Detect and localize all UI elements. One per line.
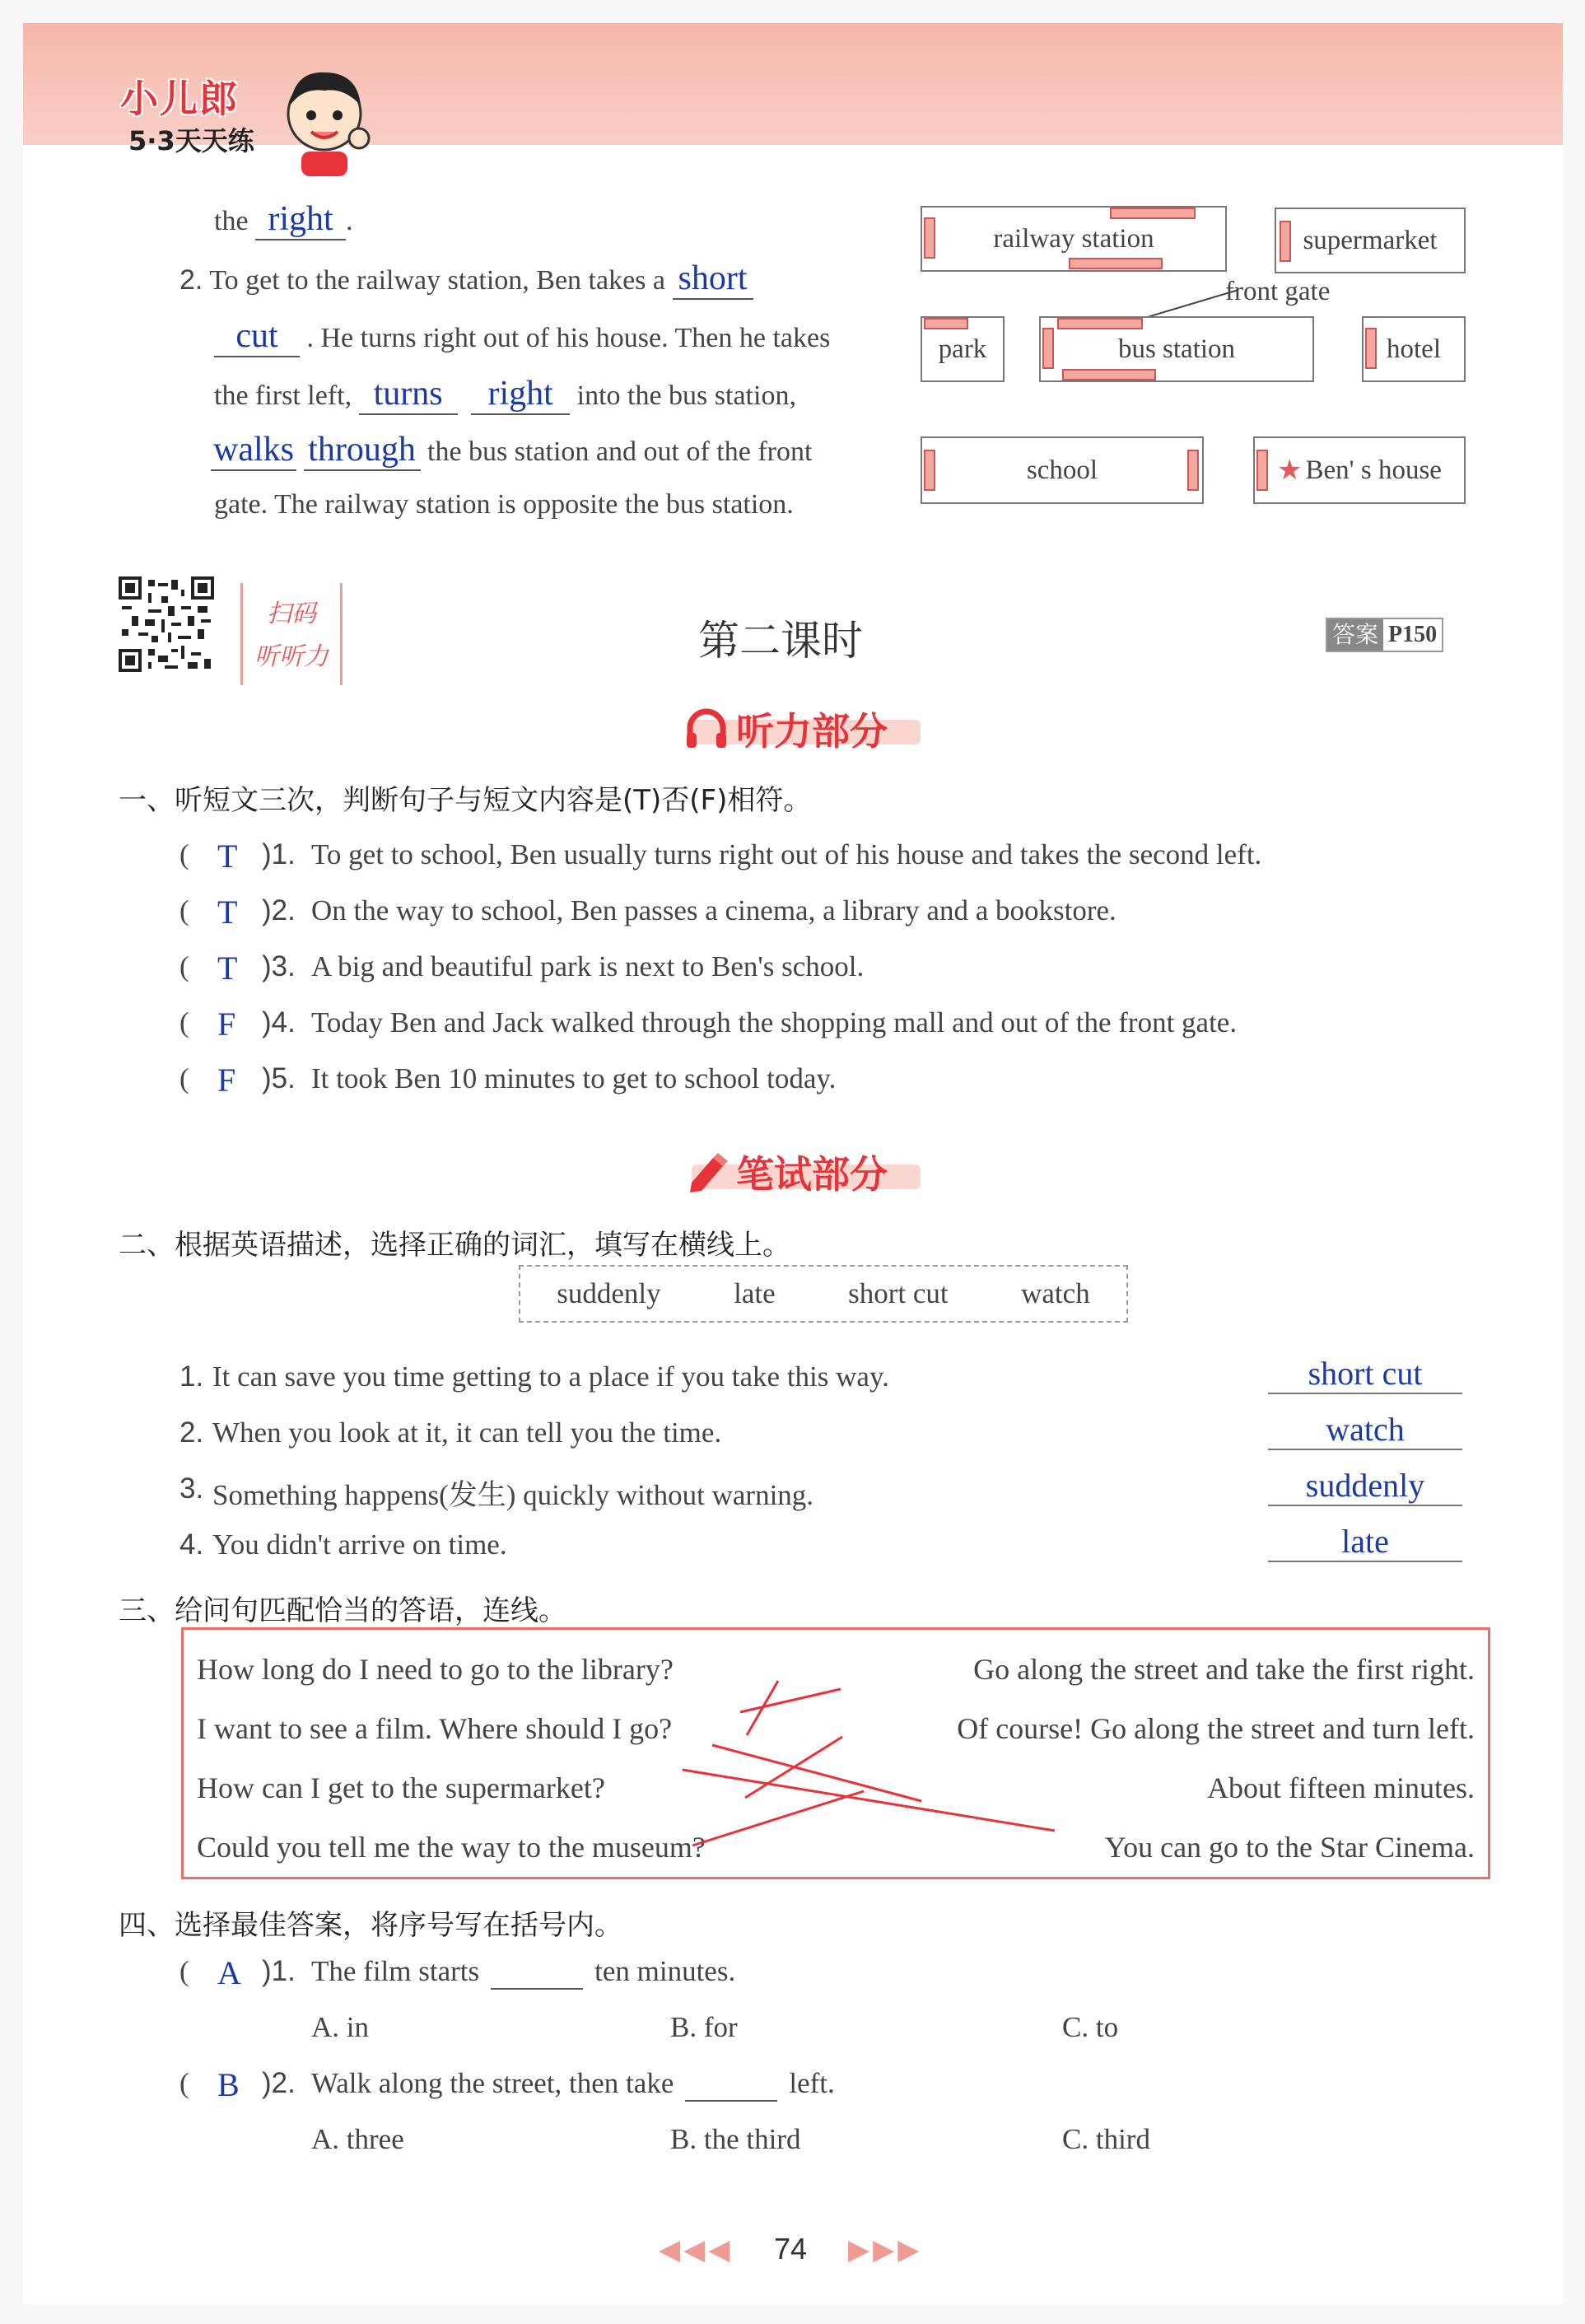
option: B. the third bbox=[670, 2123, 801, 2155]
matching-answer: You can go to the Star Cinema. bbox=[1104, 1831, 1475, 1864]
q2-line-5 bbox=[214, 489, 794, 520]
listening-statement: Today Ben and Jack walked through the shopping mall and out of the front gate. bbox=[311, 1006, 1238, 1038]
item-number: )3. bbox=[262, 950, 296, 982]
answer-tag-label: 答案 bbox=[1327, 619, 1383, 651]
listening-statement: It took Ben 10 minutes to get to school today. bbox=[311, 1062, 837, 1094]
bracket-open: ( bbox=[179, 1062, 189, 1094]
question-part: Walk along the street, then take bbox=[311, 2067, 674, 2099]
qr-code-icon bbox=[119, 576, 214, 672]
bracket-open: ( bbox=[179, 2067, 189, 2099]
section-1-header: 一、听短文三次，判断句子与短文内容是(T)否(F)相符。 bbox=[119, 784, 812, 817]
matching-question: Could you tell me the way to the museum? bbox=[197, 1831, 706, 1864]
question-text bbox=[311, 2067, 835, 2102]
line0-prefix: the bbox=[214, 206, 249, 236]
answer-blank bbox=[685, 2067, 777, 2102]
item-number: 1. bbox=[179, 1360, 204, 1393]
item-number: 2. bbox=[179, 1416, 204, 1449]
scan-label-box bbox=[240, 583, 343, 685]
item-number: )1. bbox=[262, 838, 296, 870]
word-bank-item: short cut bbox=[848, 1277, 949, 1309]
mascot-icon bbox=[278, 63, 371, 178]
item-number: 3. bbox=[179, 1472, 204, 1505]
q2-text-6: gate. The railway station is opposite the bus station. bbox=[214, 489, 794, 520]
map-gate-mark bbox=[924, 217, 935, 259]
answer-tag bbox=[1326, 618, 1443, 652]
question-part: ten minutes. bbox=[594, 1955, 736, 1987]
listening-statement: On the way to school, Ben passes a cinema, a library and a bookstore. bbox=[311, 894, 1116, 926]
star-icon: ★ bbox=[1277, 455, 1303, 486]
writing-banner: 笔试部分 bbox=[736, 1152, 888, 1197]
map-gate-mark bbox=[1280, 221, 1291, 262]
map-park-label: park bbox=[938, 334, 987, 364]
fill-answer: watch bbox=[1268, 1410, 1462, 1450]
map-railway-label: railway station bbox=[993, 223, 1154, 254]
fill-answer: suddenly bbox=[1268, 1466, 1462, 1506]
answer-right: right bbox=[255, 199, 346, 240]
map-bens-house-label: Ben' s house bbox=[1305, 455, 1442, 485]
scan-label: 扫码 bbox=[267, 600, 316, 628]
tf-answer: F bbox=[217, 1006, 236, 1043]
bracket-open: ( bbox=[179, 838, 189, 870]
item-number: )4. bbox=[262, 1006, 296, 1038]
bracket-open: ( bbox=[179, 1006, 189, 1038]
item-number: )1. bbox=[262, 1955, 296, 1987]
pencil-icon bbox=[683, 1146, 733, 1196]
option: A. in bbox=[311, 2011, 369, 2043]
bracket-open: ( bbox=[179, 894, 189, 926]
section-2-header: 二、根据英语描述，选择正确的词汇，填写在横线上。 bbox=[119, 1229, 790, 1262]
map-gate-mark bbox=[1069, 258, 1163, 269]
answer-blank bbox=[491, 1955, 583, 1990]
option: C. third bbox=[1062, 2123, 1150, 2155]
map-gate-mark bbox=[1187, 450, 1199, 491]
q2-line-1 bbox=[179, 259, 753, 300]
map-gate-mark bbox=[1110, 208, 1196, 219]
description-text: It can save you time getting to a place if you take this way. bbox=[212, 1360, 889, 1393]
map-gate-mark bbox=[1365, 328, 1377, 369]
series-label: 5·3天天练 bbox=[128, 125, 254, 156]
matching-box bbox=[181, 1627, 1490, 1879]
item-number: )5. bbox=[262, 1062, 296, 1094]
q2-text-3: the first left, bbox=[214, 380, 352, 411]
matching-answer: Go along the street and take the first right. bbox=[973, 1653, 1475, 1686]
map-gate-mark bbox=[1042, 328, 1054, 369]
map-bus-label: bus station bbox=[1117, 334, 1236, 364]
tf-answer: F bbox=[217, 1062, 236, 1099]
answer-cut: cut bbox=[214, 316, 300, 357]
choice-answer: A bbox=[217, 1954, 241, 1991]
option: B. for bbox=[670, 2011, 738, 2043]
map-supermarket bbox=[1275, 208, 1466, 273]
fill-answer: short cut bbox=[1268, 1354, 1462, 1394]
item-number: )2. bbox=[262, 894, 296, 926]
question-part: left. bbox=[789, 2067, 835, 2099]
q2-line-4 bbox=[211, 430, 812, 471]
listen-label: 听听力 bbox=[254, 643, 329, 670]
word-bank-item: watch bbox=[1021, 1277, 1090, 1309]
map-gate-mark bbox=[924, 318, 968, 329]
choice-answer: B bbox=[217, 2066, 240, 2103]
prev-arrows-icon: ◀◀◀ bbox=[659, 2235, 734, 2266]
line-0 bbox=[214, 199, 353, 240]
tf-answer: T bbox=[217, 950, 238, 987]
q2-line-2 bbox=[214, 316, 830, 357]
matching-question: I want to see a film. Where should I go? bbox=[197, 1712, 673, 1745]
next-arrows-icon: ▶▶▶ bbox=[848, 2235, 923, 2266]
line0-suffix: . bbox=[346, 206, 353, 236]
q2-text-1: To get to the railway station, Ben takes a bbox=[209, 265, 665, 296]
listening-statement: To get to school, Ben usually turns right out of his house and takes the second left. bbox=[311, 838, 1262, 870]
map-front-gate-label: front gate bbox=[1225, 277, 1331, 306]
brand-logo: 小儿郎 bbox=[120, 77, 239, 121]
word-bank-item: suddenly bbox=[557, 1277, 661, 1309]
map-gate-mark bbox=[924, 450, 935, 491]
question-text bbox=[311, 1955, 735, 1990]
answer-tag-page: P150 bbox=[1388, 622, 1438, 647]
headphones-icon bbox=[682, 703, 731, 753]
option: C. to bbox=[1062, 2011, 1119, 2043]
map-hotel bbox=[1362, 316, 1466, 382]
item-number: )2. bbox=[262, 2067, 296, 2099]
question-part: The film starts bbox=[311, 1955, 480, 1987]
map-hotel-label: hotel bbox=[1387, 334, 1441, 364]
matching-question: How can I get to the supermarket? bbox=[197, 1771, 605, 1804]
map-gate-mark bbox=[1256, 450, 1268, 491]
map-supermarket-label: supermarket bbox=[1303, 225, 1438, 255]
answer-right-2: right bbox=[471, 374, 570, 415]
listening-banner: 听力部分 bbox=[736, 709, 888, 754]
description-text: You didn't arrive on time. bbox=[212, 1528, 507, 1561]
answer-short: short bbox=[673, 259, 753, 300]
q2-text-2: . He turns right out of his house. Then he takes bbox=[306, 323, 831, 353]
q2-text-5: the bus station and out of the front bbox=[427, 436, 813, 467]
bracket-open: ( bbox=[179, 950, 189, 982]
matching-question: How long do I need to go to the library? bbox=[197, 1653, 674, 1686]
q2-line-3 bbox=[214, 374, 796, 415]
description-text: When you look at it, it can tell you the time. bbox=[212, 1416, 722, 1449]
map-school bbox=[921, 436, 1204, 504]
matching-lines bbox=[184, 1630, 1488, 1877]
word-bank-item: late bbox=[734, 1277, 776, 1309]
option: A. three bbox=[311, 2123, 404, 2155]
section-4-header: 四、选择最佳答案，将序号写在括号内。 bbox=[119, 1909, 622, 1942]
q2-number: 2. bbox=[179, 264, 203, 296]
map-bens-house bbox=[1253, 436, 1466, 504]
answer-walks: walks bbox=[211, 430, 296, 471]
bracket-open: ( bbox=[179, 1955, 189, 1987]
answer-through: through bbox=[304, 430, 421, 471]
q2-text-4: into the bus station, bbox=[576, 380, 796, 411]
lesson-title: 第二课时 bbox=[698, 617, 863, 665]
item-number: 4. bbox=[179, 1528, 204, 1561]
fill-answer: late bbox=[1268, 1522, 1462, 1562]
map-gate-mark bbox=[1062, 369, 1156, 380]
tf-answer: T bbox=[217, 838, 238, 875]
map-gate-mark bbox=[1057, 318, 1143, 329]
page-number: 74 bbox=[774, 2232, 808, 2266]
word-bank bbox=[519, 1265, 1128, 1323]
section-3-header: 三、给问句匹配恰当的答语，连线。 bbox=[119, 1594, 566, 1627]
description-text: Something happens(发生) quickly without warning. bbox=[212, 1479, 814, 1511]
matching-answer: About fifteen minutes. bbox=[1207, 1771, 1475, 1804]
matching-answer: Of course! Go along the street and turn left. bbox=[957, 1712, 1475, 1745]
answer-turns: turns bbox=[359, 374, 458, 415]
map-school-label: school bbox=[1026, 455, 1098, 485]
worksheet-page bbox=[23, 23, 1563, 2304]
tf-answer: T bbox=[217, 894, 238, 931]
listening-statement: A big and beautiful park is next to Ben's school. bbox=[311, 950, 865, 982]
